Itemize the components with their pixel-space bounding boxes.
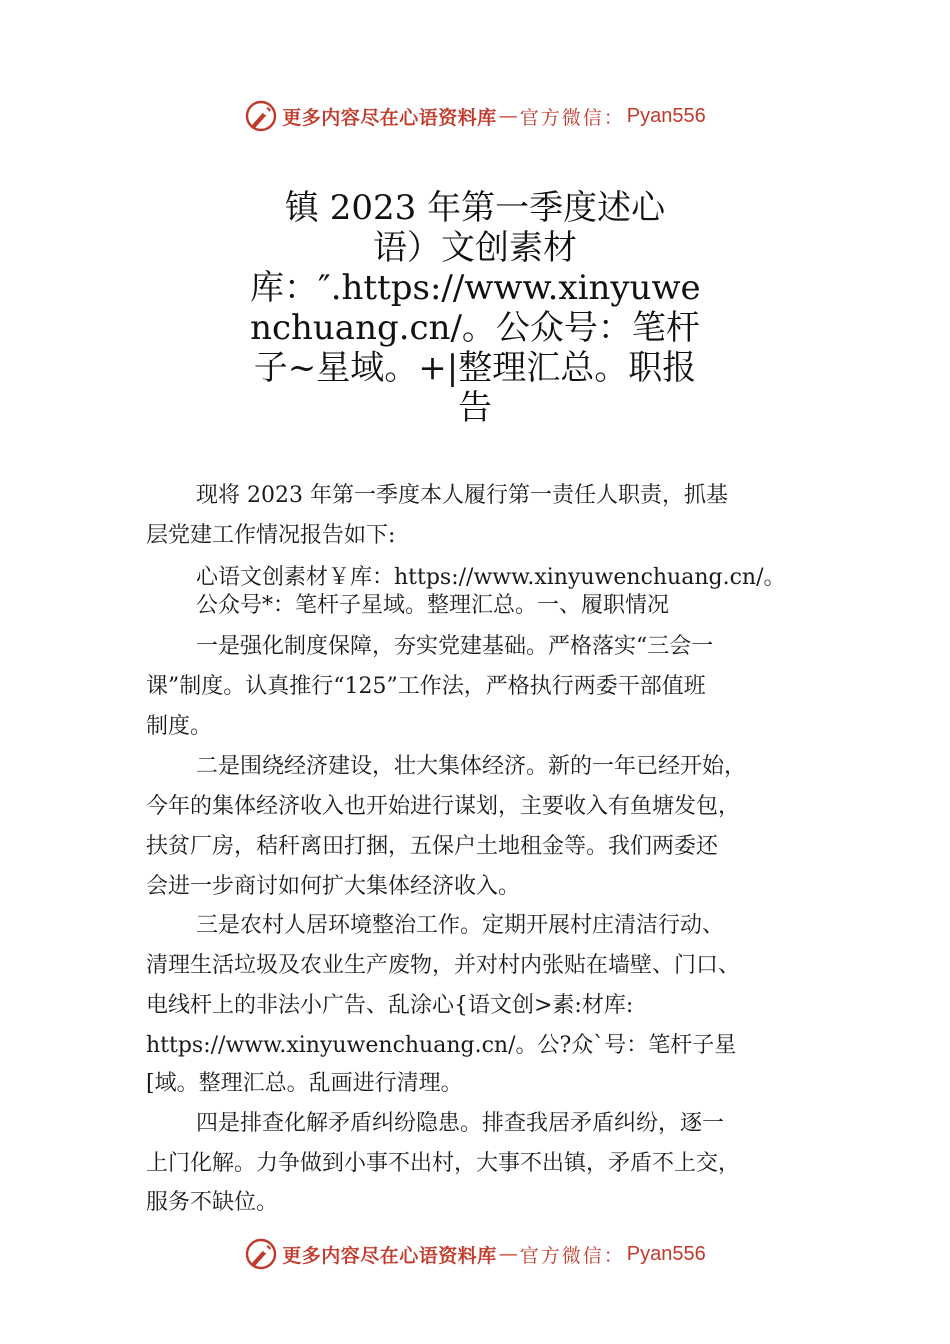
body-line: 公众号*：笔杆子星域。整理汇总。一、履职情况 <box>196 593 670 618</box>
banner-wechat-label: 官方微信： <box>519 1244 625 1267</box>
body-line: 现将 2023 年第一季度本人履行第一责任人职责，抓基 <box>196 483 728 508</box>
title-line: 库：″.https://www.xinyuwe <box>250 268 701 308</box>
body-line: 制度。 <box>146 714 213 739</box>
body-line: 电线杆上的非法小广告、乱涂心{语文创>素:材库: <box>146 993 634 1018</box>
body-line: 扶贫厂房，秸秆离田打捆，五保户土地租金等。我们两委还 <box>146 834 719 859</box>
body-line: 清理生活垃圾及农业生产废物，并对村内张贴在墙壁、门口、 <box>146 953 741 978</box>
pen-logo-icon <box>244 99 278 133</box>
body-line: 会进一步商讨如何扩大集体经济收入。 <box>146 874 521 899</box>
pen-logo-icon <box>244 1237 278 1271</box>
footer-banner <box>0 1234 950 1274</box>
body-line: 层党建工作情况报告如下: <box>146 523 396 548</box>
banner-separator: — <box>498 105 518 127</box>
title-line: 语）文创素材 <box>373 228 577 268</box>
title-line: nchuang.cn/。公众号：笔杆 <box>250 308 700 348</box>
header-banner <box>0 96 950 136</box>
banner-title: 更多内容尽在心语资料库 <box>282 106 497 129</box>
body-line: 二是围绕经济建设，壮大集体经济。新的一年已经开始， <box>196 754 747 779</box>
banner-separator: — <box>498 1243 518 1265</box>
title-line: 告 <box>458 388 492 428</box>
body-line: 三是农村人居环境整治工作。定期开展村庄清洁行动、 <box>196 913 725 938</box>
body-line: https://www.xinyuwenchuang.cn/。公?众`号：笔杆子星 <box>146 1033 737 1058</box>
body-line: 课”制度。认真推行“125”工作法，严格执行两委干部值班 <box>146 674 706 699</box>
banner-wechat-id: Pyan556 <box>626 104 706 127</box>
body-line: [域。整理汇总。乱画进行清理。 <box>146 1071 463 1096</box>
body-line: 上门化解。力争做到小事不出村，大事不出镇，矛盾不上交， <box>146 1151 741 1176</box>
banner-wechat-id: Pyan556 <box>626 1242 706 1265</box>
body-line: 今年的集体经济收入也开始进行谋划，主要收入有鱼塘发包， <box>146 794 741 819</box>
body-line: 心语文创素材￥库：https://www.xinyuwenchuang.cn/。 <box>196 565 786 590</box>
banner-title: 更多内容尽在心语资料库 <box>282 1244 497 1267</box>
document-title <box>250 188 700 428</box>
body-line: 服务不缺位。 <box>146 1190 279 1215</box>
title-line: 子~星域。+|整理汇总。职报 <box>253 348 697 388</box>
banner-wechat-label: 官方微信： <box>519 106 625 129</box>
title-line: 镇 2023 年第一季度述心 <box>284 188 666 228</box>
body-line: 一是强化制度保障，夯实党建基础。严格落实“三会一 <box>196 634 714 659</box>
body-line: 四是排查化解矛盾纠纷隐患。排查我居矛盾纠纷，逐一 <box>196 1111 725 1136</box>
